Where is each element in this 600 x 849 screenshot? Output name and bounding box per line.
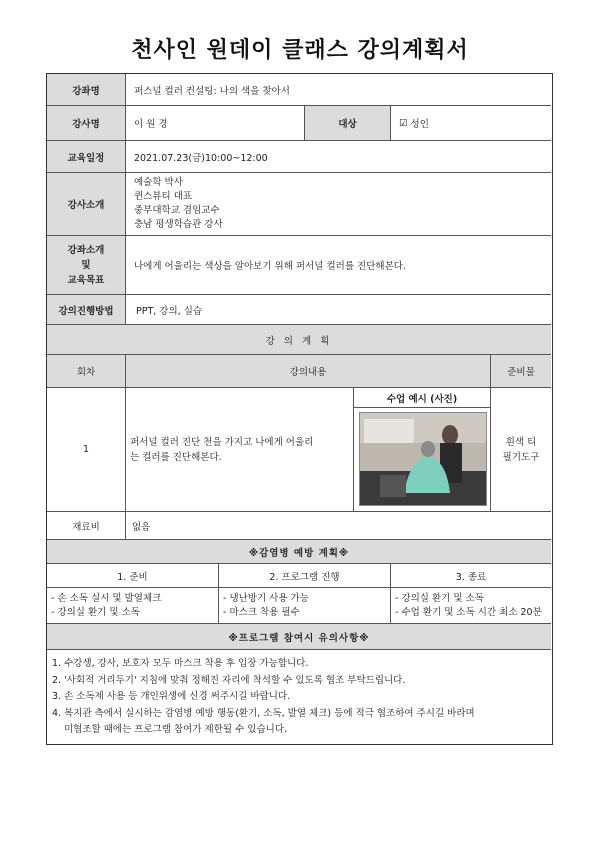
plan-section-title: 강 의 계 획 bbox=[47, 325, 551, 355]
photo-image bbox=[360, 413, 486, 505]
date-label: 교육일정 bbox=[47, 141, 126, 173]
content-line: 는 컬러를 진단해본다. bbox=[130, 451, 222, 463]
col-materials: 준비물 bbox=[491, 355, 551, 388]
note-item: 3. 손 소독제 사용 등 개인위생에 신경 써주시길 바랍니다. bbox=[52, 691, 291, 702]
session-content bbox=[126, 388, 354, 512]
prevention-prep-items bbox=[47, 588, 219, 624]
date-value: 2021.07.23(금)10:00~12:00 bbox=[126, 141, 551, 173]
intro-line: 퀸스뷰티 대표 bbox=[134, 191, 193, 202]
goal-label-line: 및 bbox=[81, 259, 91, 271]
photo-label: 수업 예시 (사진) bbox=[354, 388, 491, 408]
prevention-end-items bbox=[391, 588, 551, 624]
prevention-item: - 마스크 착용 필수 bbox=[223, 606, 300, 618]
target-label: 대상 bbox=[305, 106, 391, 141]
col-session: 회차 bbox=[47, 355, 126, 388]
target-value-cell bbox=[391, 106, 551, 141]
intro-label: 강사소개 bbox=[47, 173, 126, 236]
materials-line: 흰색 티 bbox=[505, 436, 537, 448]
prevention-item: - 냉난방기 사용 가능 bbox=[223, 592, 309, 604]
materials-line: 필기도구 bbox=[502, 451, 540, 463]
note-item: 2. '사회적 거리두기' 지침에 맞춰 정해진 자리에 착석할 수 있도록 협조 부탁드립니다. bbox=[52, 675, 406, 686]
lecturer-label: 강사명 bbox=[47, 106, 126, 141]
prevention-section-title: ※감염병 예방 계획※ bbox=[47, 540, 551, 564]
col-content: 강의내용 bbox=[126, 355, 491, 388]
goal-label-line: 강좌소개 bbox=[67, 244, 105, 256]
goal-label bbox=[47, 236, 126, 295]
fee-label: 재료비 bbox=[47, 512, 126, 540]
note-item: 1. 수강생, 강사, 보호자 모두 마스크 착용 후 입장 가능합니다. bbox=[52, 658, 309, 669]
session-number: 1 bbox=[47, 388, 126, 512]
intro-value bbox=[126, 173, 551, 236]
fee-value: 없음 bbox=[126, 512, 551, 540]
method-value: PPT, 강의, 실습 bbox=[126, 295, 551, 325]
prevention-progress-items bbox=[219, 588, 391, 624]
notes-section-title: ※프로그램 참여시 유의사항※ bbox=[47, 624, 551, 650]
prevention-col-end: 3. 종료 bbox=[391, 564, 551, 588]
note-item: 미협조할 때에는 프로그램 참여가 제한될 수 있습니다. bbox=[64, 724, 288, 735]
goal-label-line: 교육목표 bbox=[67, 274, 105, 286]
intro-line: 예술학 박사 bbox=[134, 177, 183, 188]
note-item: 4. 복지관 측에서 실시하는 감염병 예방 행동(환기, 소독, 발열 체크) 등에 적극 협조하여 주시길 바라며 bbox=[52, 708, 475, 719]
target-value: 성인 bbox=[410, 119, 429, 130]
course-label: 강좌명 bbox=[47, 74, 126, 106]
prevention-item: - 손 소독 실시 및 발열체크 bbox=[51, 592, 162, 604]
class-example-photo bbox=[359, 412, 487, 506]
prevention-col-prep: 1. 준비 bbox=[47, 564, 219, 588]
page-title: 천사인 원데이 클래스 강의계획서 bbox=[131, 38, 469, 63]
materials-value bbox=[491, 388, 551, 512]
course-value: 퍼스널 컬러 컨설팅: 나의 색을 찾아서 bbox=[126, 74, 551, 106]
checkbox-icon: ☑ bbox=[399, 117, 408, 129]
prevention-item: - 수업 환기 및 소독 시간 최소 20분 bbox=[395, 606, 542, 618]
goal-value: 나에게 어울리는 색상을 알아보기 위해 퍼서널 컬러를 진단해본다. bbox=[126, 236, 551, 295]
content-line: 퍼서널 컬러 진단 천을 가지고 나에게 어울리 bbox=[130, 436, 314, 448]
method-label: 강의진행방법 bbox=[47, 295, 126, 325]
prevention-item: - 강의실 환기 및 소독 bbox=[395, 592, 484, 604]
prevention-col-progress: 2. 프로그램 진행 bbox=[219, 564, 391, 588]
intro-line: 충남 평생학습관 강사 bbox=[134, 219, 223, 230]
intro-line: 중부대학교 겸임교수 bbox=[134, 205, 220, 216]
prevention-item: - 강의실 환기 및 소독 bbox=[51, 606, 140, 618]
lecturer-value: 이 원 경 bbox=[126, 106, 305, 141]
